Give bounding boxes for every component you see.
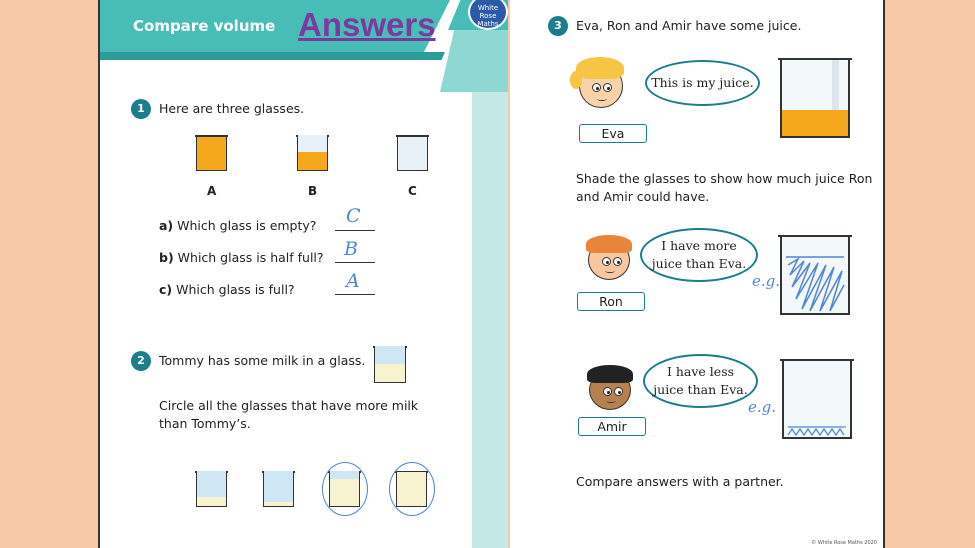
amir-glass-shading — [782, 359, 852, 439]
milk-glass-2[interactable] — [263, 471, 294, 507]
answer-line-1a — [335, 230, 375, 231]
circle-mark-glass-3 — [322, 462, 368, 516]
question-1b: b) Which glass is half full? — [159, 250, 324, 265]
question-2-number: 2 — [131, 351, 151, 371]
question-1-number: 1 — [131, 99, 151, 119]
glass-c-label: C — [408, 184, 417, 198]
ron-face — [588, 240, 630, 280]
question-2-prompt: Tommy has some milk in a glass. — [159, 353, 366, 368]
answer-1a: C — [346, 205, 361, 227]
amir-speech-bubble: I have less juice than Eva. — [643, 354, 758, 408]
question-1c: c) Which glass is full? — [159, 282, 295, 297]
ron-name-box: Ron — [577, 292, 645, 311]
tommy-glass — [374, 346, 406, 383]
ron-speech-bubble: I have more juice than Eva. — [640, 228, 758, 282]
glass-c — [397, 135, 428, 171]
answer-line-1c — [335, 294, 375, 295]
glass-a-label: A — [207, 184, 217, 198]
answer-line-1b — [335, 262, 375, 263]
copyright-notice: © White Rose Maths 2020 — [811, 540, 877, 546]
eva-glass — [780, 58, 850, 138]
question-3-instruction-line2: and Amir could have. — [576, 189, 710, 204]
milk-glass-1[interactable] — [196, 471, 227, 507]
question-3-prompt: Eva, Ron and Amir have some juice. — [576, 18, 802, 33]
eva-speech-bubble: This is my juice. — [645, 60, 760, 106]
glass-b-label: B — [308, 184, 318, 198]
question-3-instruction-line1: Shade the glasses to show how much juice Ron — [576, 171, 873, 186]
eva-name-box: Eva — [579, 124, 647, 143]
left-worksheet-page — [98, 0, 508, 548]
question-1-prompt: Here are three glasses. — [159, 101, 305, 116]
ron-eg-label: e.g. — [752, 272, 781, 290]
answer-1c: A — [346, 270, 360, 292]
eva-face — [579, 64, 623, 108]
question-3-footer: Compare answers with a partner. — [576, 474, 784, 489]
right-worksheet-page — [510, 0, 885, 548]
page-title: Compare volume — [133, 17, 276, 35]
white-rose-logo: White Rose Maths — [468, 0, 508, 30]
question-1a: a) Which glass is empty? — [159, 218, 317, 233]
circle-mark-glass-4 — [389, 462, 435, 516]
question-2-instruction-line2: than Tommy’s. — [159, 416, 251, 431]
header-underline — [100, 52, 445, 60]
question-3-number: 3 — [548, 16, 568, 36]
answer-1b: B — [344, 238, 358, 260]
amir-glass[interactable] — [782, 359, 852, 439]
amir-name-box: Amir — [578, 417, 646, 436]
side-strip — [472, 92, 508, 548]
amir-face — [589, 370, 631, 410]
glass-b — [297, 135, 328, 171]
ron-glass-shading — [780, 235, 850, 315]
ron-glass[interactable] — [780, 235, 850, 315]
glass-a — [196, 135, 227, 171]
amir-eg-label: e.g. — [748, 398, 777, 416]
answers-heading: Answers — [298, 6, 436, 43]
question-2-instruction-line1: Circle all the glasses that have more milk — [159, 398, 419, 413]
